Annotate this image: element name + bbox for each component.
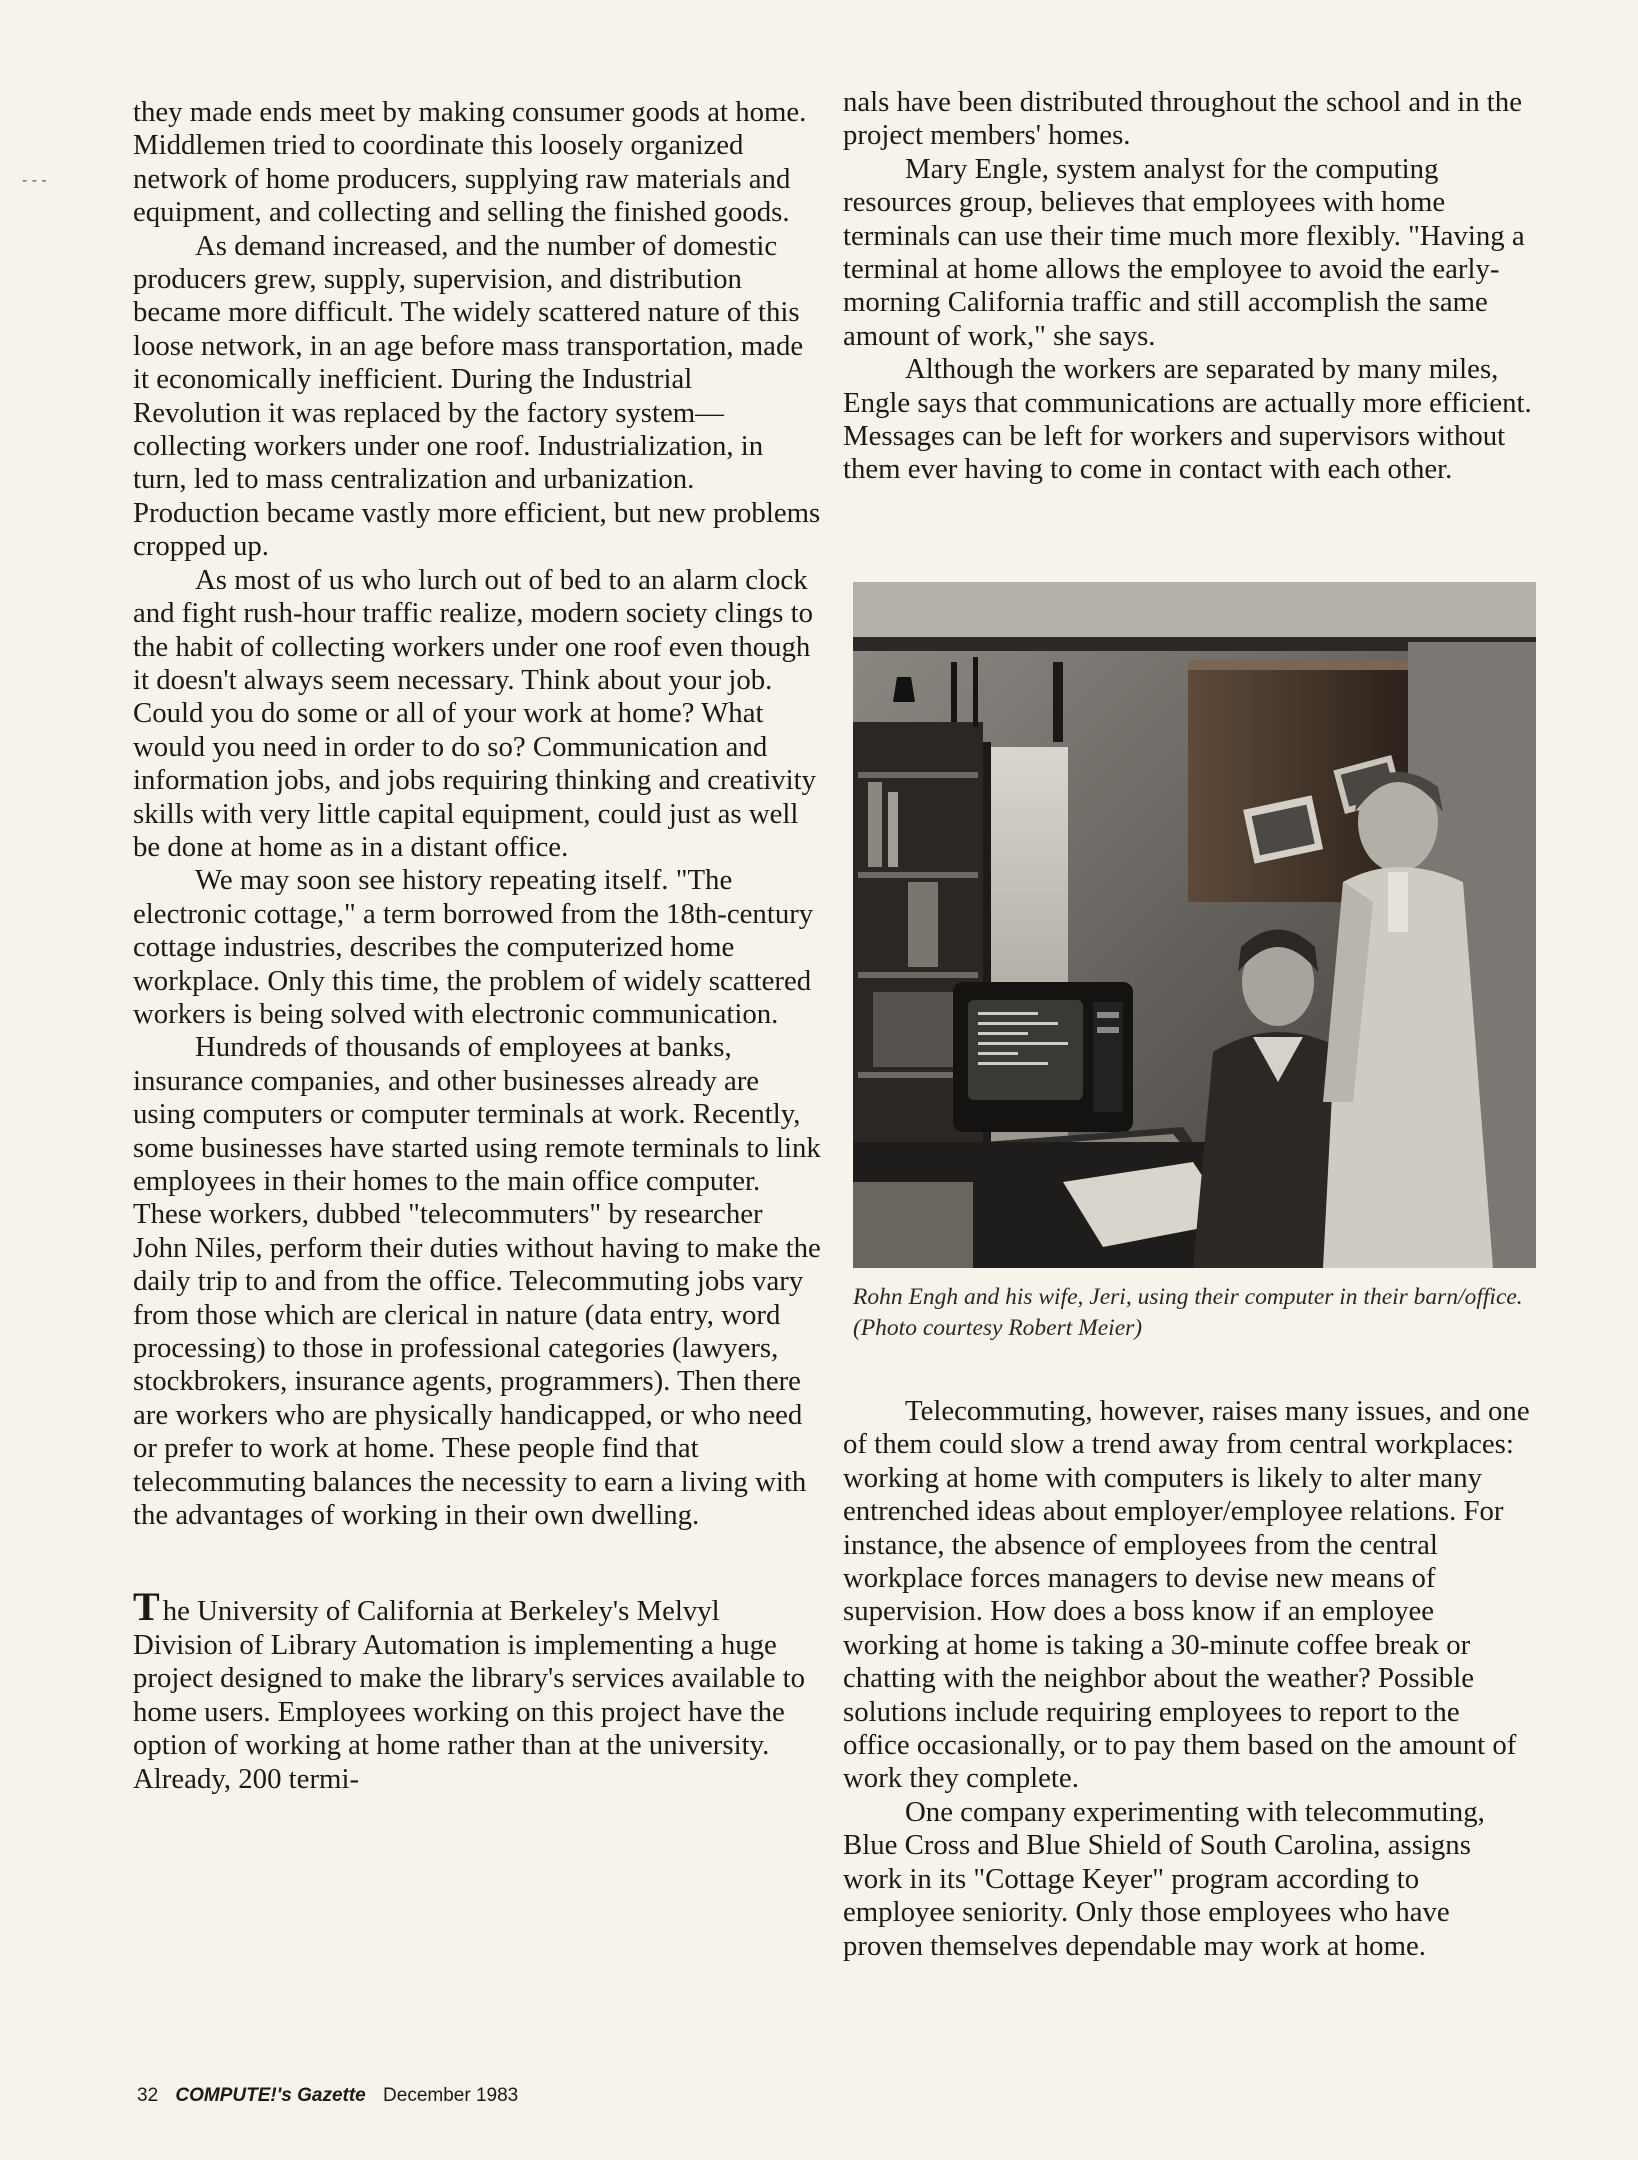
page-footer xyxy=(137,2085,530,2107)
paragraph: One company experimenting with telecommuting, Blue Cross and Blue Shield of South Carolina, assigns work in its "Cottage Keyer" program according to employee seniority. Only those employees who have proven themselves dependable may work at home. xyxy=(843,1795,1485,1962)
issue-date: December 1983 xyxy=(383,2085,519,2106)
paragraph: Although the workers are separated by many miles, Engle says that communications are actually more efficient. Messages can be left for workers and supervisors without them ever having to come in contact with each other. xyxy=(843,353,1532,486)
dropcap-paragraph xyxy=(133,1584,823,1795)
page-number: 32 xyxy=(137,2085,159,2106)
left-column xyxy=(133,96,823,1796)
article-photo xyxy=(853,582,1536,1268)
magazine-name: COMPUTE!'s Gazette xyxy=(175,2085,366,2106)
margin-mark: - - - xyxy=(22,172,47,189)
paragraph: they made ends meet by making consumer goods at home. Middlemen tried to coordinate this loosely organized network of home producers, supplying raw materials and equipment, and collecting and selling the finished goods. xyxy=(133,96,807,229)
right-column-bottom xyxy=(843,1395,1533,1963)
dropcap-paragraph-text: he University of California at Berkeley's Melvyl Division of Library Automation is implementing a huge project designed to make the library's services available to home users. Employees working on this project have the option of working at home rather than at the university. Already, 200 termi- xyxy=(133,1595,806,1795)
paragraph: Telecommuting, however, raises many issues, and one of them could slow a trend away from central workplaces: working at home with computers is likely to alter many entrenched ideas about employer/employee relations. For instance, the absence of employees from the central workplace forces managers to devise new means of supervision. How does a boss know if an employee working at home is taking a 30-minute coffee break or chatting with the neighbor about the weather? Possible solutions include requiring employees to report to the office occasionally, or to pay them based on the amount of work they complete. xyxy=(843,1395,1530,1795)
photo-illustration xyxy=(853,582,1536,1268)
paragraph: As most of us who lurch out of bed to an alarm clock and fight rush-hour traffic realize, modern society clings to the habit of collecting workers under one roof even though it doesn't always seem necessary. Think about your job. Could you do some or all of your work at home? What would you need in order to do so? Communication and information jobs, and jobs requiring thinking and creativity skills with very little capital equipment, could just as well be done at home as in a distant office. xyxy=(133,563,816,863)
right-column-top xyxy=(843,86,1533,487)
photo-caption: Rohn Engh and his wife, Jeri, using their computer in their barn/office. (Photo courtesy Robert Meier) xyxy=(853,1284,1523,1341)
paragraph: Hundreds of thousands of employees at banks, insurance companies, and other businesses already are using computers or computer terminals at work. Recently, some businesses have started using remote terminals to link employees in their homes to the main office computer. These workers, dubbed "telecommuters" by researcher John Niles, perform their duties without having to make the daily trip to and from the office. Telecommuting jobs vary from those which are clerical in nature (data entry, word processing) to those in professional categories (lawyers, stockbrokers, insurance agents, programmers). Then there are workers who are physically handicapped, or who need or prefer to work at home. These people find that telecommuting balances the necessity to earn a living with the advantages of working in their own dwelling. xyxy=(133,1031,821,1532)
paragraph: Mary Engle, system analyst for the computing resources group, believes that employees with home terminals can use their time much more flexibly. "Having a terminal at home allows the employee to avoid the early-morning California traffic and still accomplish the same amount of work," she says. xyxy=(843,152,1525,352)
paragraph: nals have been distributed throughout the school and in the project members' homes. xyxy=(843,86,1522,152)
dropcap-letter: T xyxy=(133,1584,160,1630)
paragraph: We may soon see history repeating itself. "The electronic cottage," a term borrowed from the 18th-century cottage industries, describes the computerized home workplace. Only this time, the problem of widely scattered workers is being solved with electronic communication. xyxy=(133,864,814,1030)
paragraph: As demand increased, and the number of domestic producers grew, supply, supervision, and distribution became more difficult. The widely scattered nature of this loose network, in an age before mass transportation, made it economically inefficient. During the Industrial Revolution it was replaced by the factory system—collecting workers under one roof. Industrialization, in turn, led to mass centralization and urbanization. Production became vastly more efficient, but new problems cropped up. xyxy=(133,229,821,563)
